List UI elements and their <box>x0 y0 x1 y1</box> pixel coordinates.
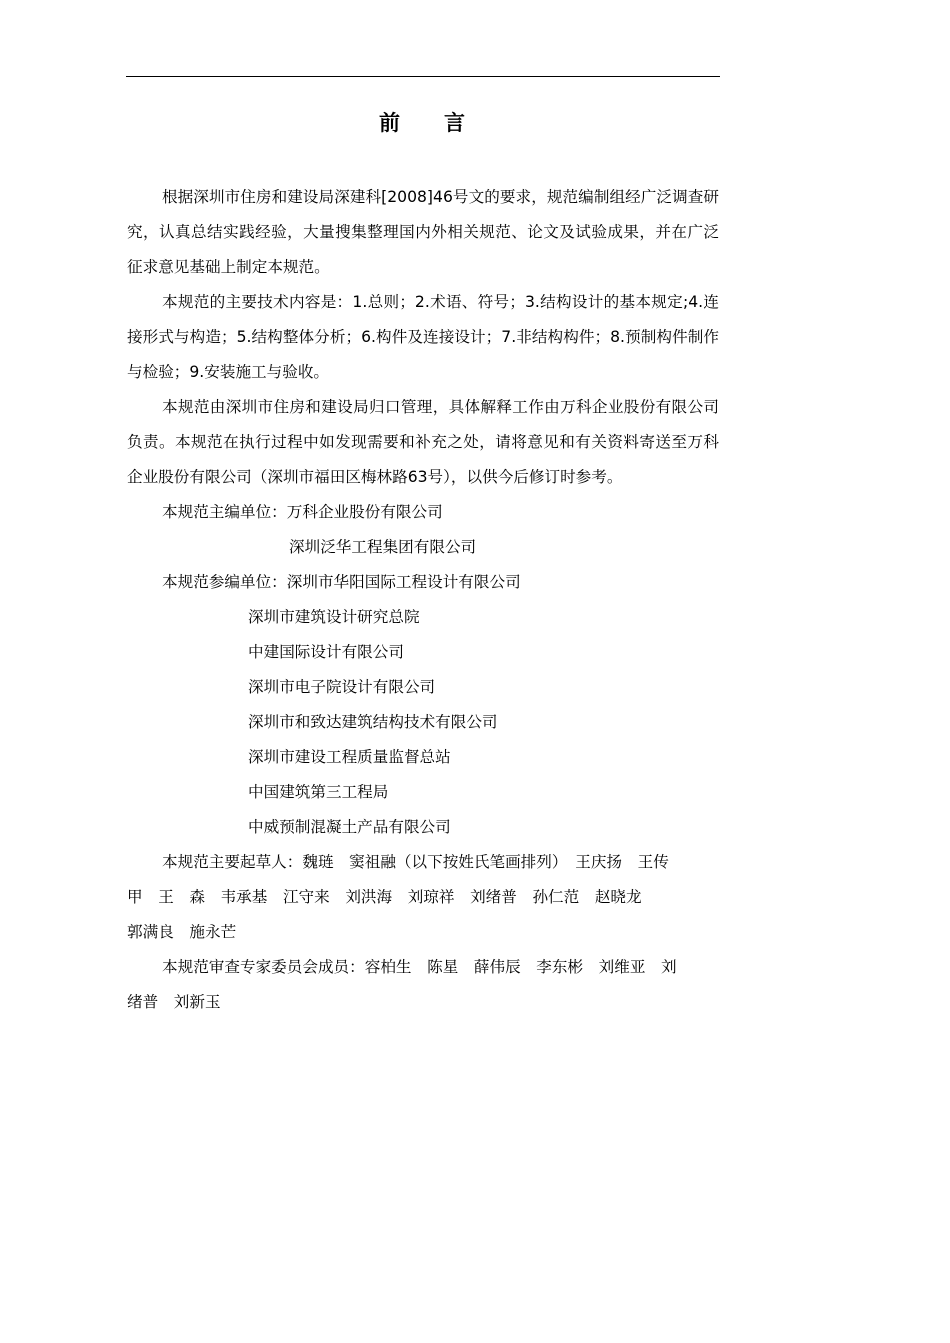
drafters-line-1: 本规范主要起草人：魏琏 窦祖融（以下按姓氏笔画排列） 王庆扬 王传 <box>162 853 669 871</box>
participant-line <box>127 565 719 600</box>
chief-editor-2: 深圳泛华工程集团有限公司 <box>289 538 477 556</box>
participant-item: 中建国际设计有限公司 <box>248 643 404 661</box>
participant-item: 中国建筑第三工程局 <box>248 783 389 801</box>
participant-item: 深圳市建筑设计研究总院 <box>248 608 420 626</box>
participant-item: 深圳市电子院设计有限公司 <box>248 678 436 696</box>
paragraph-basis: 根据深圳市住房和建设局深建科[2008]46号文的要求，规范编制组经广泛调查研究，认真总结实践经验，大量搜集整理国内外相关规范、论文及试验成果，并在广泛征求意见基础上制定本规范。 <box>127 188 719 276</box>
drafters-line-3: 郭满良 施永芒 <box>127 923 237 941</box>
participant-item: 中威预制混凝土产品有限公司 <box>248 818 451 836</box>
reviewers-line-2: 绪普 刘新玉 <box>127 993 221 1011</box>
drafters-line-2: 甲 王 森 韦承基 江守来 刘洪海 刘琼祥 刘绪普 孙仁范 赵晓龙 <box>127 888 642 906</box>
title-char-right: 言 <box>444 110 467 135</box>
chief-editor-1: 万科企业股份有限公司 <box>286 503 443 521</box>
page-title <box>126 108 720 138</box>
title-char-left: 前 <box>379 110 402 135</box>
paragraph-contents: 本规范的主要技术内容是：1.总则；2.术语、符号；3.结构设计的基本规定;4.连接形式与构造；5.结构整体分析；6.构件及连接设计；7.非结构构件；8.预制构件制作与检验；9.安装施工与验收。 <box>127 293 719 381</box>
reviewers-line-1: 本规范审查专家委员会成员：容柏生 陈星 薛伟辰 李东彬 刘维亚 刘 <box>162 958 677 976</box>
chief-editor-label: 本规范主编单位： <box>162 503 287 521</box>
participant-1: 深圳市华阳国际工程设计有限公司 <box>286 573 521 591</box>
participant-label: 本规范参编单位： <box>162 573 287 591</box>
header-rule <box>126 76 720 77</box>
document-body <box>127 180 719 1020</box>
paragraph-management: 本规范由深圳市住房和建设局归口管理，具体解释工作由万科企业股份有限公司负责。本规范在执行过程中如发现需要和补充之处，请将意见和有关资料寄送至万科企业股份有限公司（深圳市福田区梅林路63号），以供今后修订时参考。 <box>127 398 719 486</box>
participant-item: 深圳市和致达建筑结构技术有限公司 <box>248 713 498 731</box>
chief-editor-line <box>127 495 719 530</box>
participant-item: 深圳市建设工程质量监督总站 <box>248 748 451 766</box>
